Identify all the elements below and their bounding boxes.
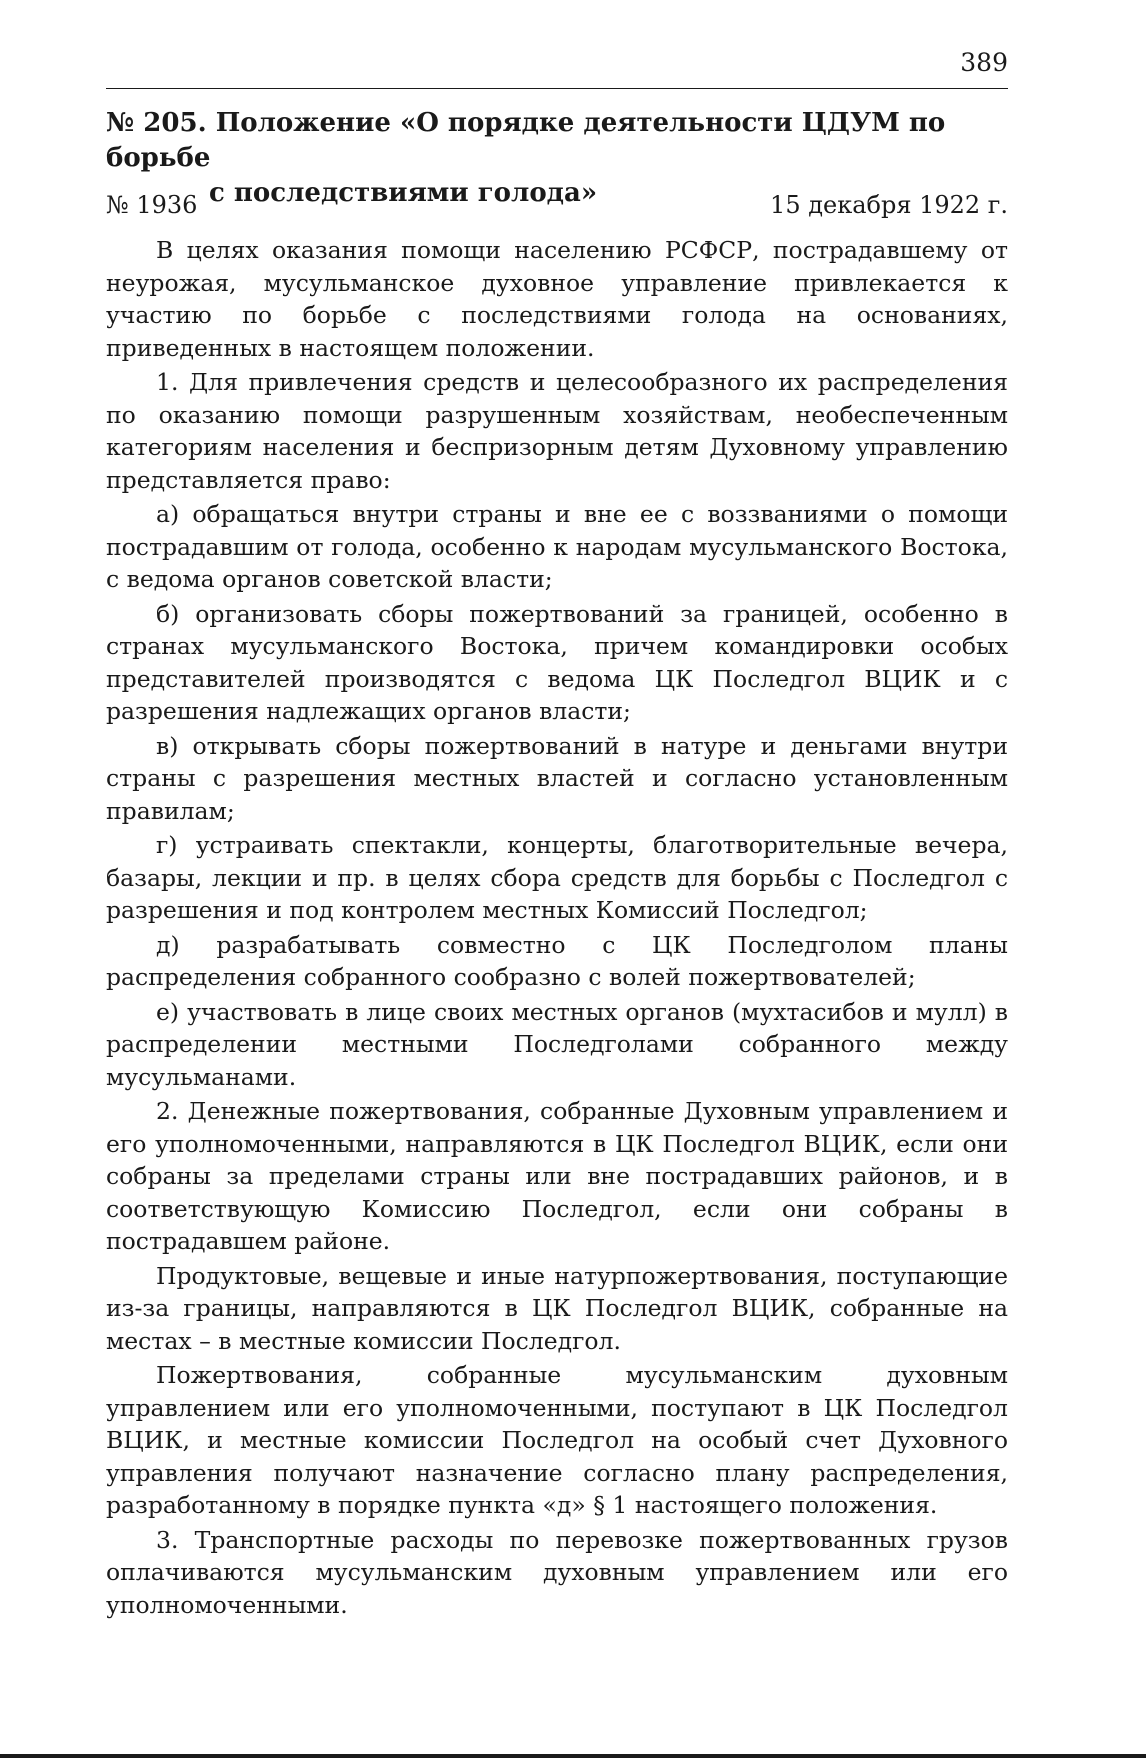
page-number: 389 [960, 48, 1008, 77]
paragraph-preamble: В целях оказания помощи населению РСФСР, пострадавшему от неурожая, мусульманское духовное управление привлекается к участию по борьбе с последствиями голода на основаниях, приведенных в настоящем положении. [106, 236, 1008, 362]
paragraph-point-3: 3. Транспортные расходы по перевозке пожертвованных грузов оплачиваются мусульманским духовным управлением или его уполномоченными. [106, 1525, 1008, 1619]
paragraph-point-1: 1. Для привлечения средств и целесообразного их распределения по оказанию помощи разрушенным хозяйствам, необеспеченным категориям населения и беспризорным детям Духовному управлению представляется право: [106, 368, 1008, 494]
document-body [106, 234, 1008, 1623]
paragraph-point-1d: д) разрабатывать совместно с ЦК Последголом планы распределения собранного сообразно с волей пожертвователей; [106, 930, 1008, 991]
document-title-line2: с последствиями голода» [209, 178, 598, 208]
paragraph-point-1e: е) участвовать в лице своих местных органов (мухтасибов и мулл) в распределении местными Последголами собранного между мусульманами. [106, 997, 1008, 1091]
document-number: № 1936 [106, 191, 198, 219]
bottom-border [0, 1754, 1146, 1758]
paragraph-point-1g: г) устраивать спектакли, концерты, благотворительные вечера, базары, лекции и пр. в целях сбора средств для борьбы с Последгол с разрешения и под контролем местных Комиссий Последгол; [106, 831, 1008, 924]
paragraph-point-2-accounts: Пожертвования, собранные мусульманским духовным управлением или его уполномоченными, поступают в ЦК Последгол ВЦИК, и местные комиссии Последгол на особый счет Духовного управления получают назначение согласно плану распределения, разработанному в порядке пункта «д» § 1 настоящего положения. [106, 1361, 1008, 1519]
header-rule [106, 88, 1008, 89]
paragraph-point-1v: в) открывать сборы пожертвований в натуре и деньгами внутри страны с разрешения местных властей и согласно установленным правилам; [106, 731, 1008, 825]
paragraph-point-2-goods: Продуктовые, вещевые и иные натурпожертвования, поступающие из-за границы, направляются в ЦК Последгол ВЦИК, собранные на местах – в местные комиссии Последгол. [106, 1261, 1008, 1355]
paragraph-point-1a: а) обращаться внутри страны и вне ее с воззваниями о помощи пострадавшим от голода, особенно к народам мусульманского Востока, с ведома органов советской власти; [106, 500, 1008, 593]
document-date: 15 декабря 1922 г. [770, 191, 1008, 219]
document-title-line1: № 205. Положение «О порядке деятельности ЦДУМ по борьбе [106, 108, 946, 173]
paragraph-point-1b: б) организовать сборы пожертвований за границей, особенно в странах мусульманского Востока, причем командировки особых представителей производятся с ведома ЦК Последгол ВЦИК и с разрешения надлежащих органов власти; [106, 599, 1008, 725]
paragraph-point-2: 2. Денежные пожертвования, собранные Духовным управлением и его уполномоченными, направляются в ЦК Последгол ВЦИК, если они собраны за пределами страны или вне пострадавших районов, и в соответствующую Комиссию Последгол, если они собраны в пострадавшем районе. [106, 1097, 1008, 1255]
